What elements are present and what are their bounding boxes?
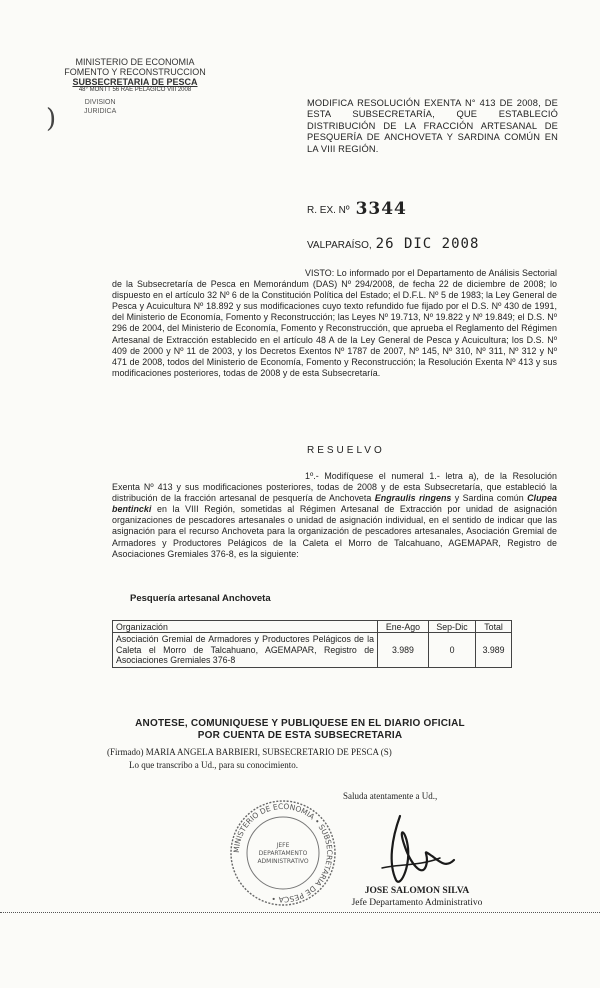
ministry-name: MINISTERIO DE ECONOMIA — [75, 57, 195, 67]
letterhead — [60, 57, 210, 94]
city: VALPARAÍSO, — [307, 240, 372, 251]
date-stamp: 26 DIC 2008 — [375, 236, 480, 252]
table-header-row — [113, 621, 512, 633]
header-ene-ago: Ene-Ago — [378, 621, 429, 633]
closing-formula: ANOTESE, COMUNIQUESE Y PUBLIQUESE EN EL DIARIO OFICIAL POR CUENTA DE ESTA SUBSECRETARIA — [135, 718, 465, 741]
place-date-line — [307, 236, 479, 252]
rex-label: R. EX. Nº — [307, 205, 350, 216]
signer-name: JOSE SALOMON SILVA — [364, 886, 470, 896]
subsecretaria-name: SUBSECRETARIA DE PESCA — [72, 77, 198, 87]
species-anchoveta: Engraulis ringens — [374, 493, 452, 504]
svg-text:ADMINISTRATIVO: ADMINISTRATIVO — [257, 858, 309, 865]
cell-total: 3.989 — [476, 633, 512, 668]
cell-ene-ago: 3.989 — [378, 633, 429, 668]
header-total: Total — [476, 621, 512, 633]
division-stamp: DIVISION JURIDICA — [84, 99, 117, 115]
cell-sep-dic: 0 — [428, 633, 475, 668]
cell-organizacion: Asociación Gremial de Armadores y Productores Pelágicos de la Caleta el Morro de Talcahuano, AGEMAPAR, Registro de Asociaciones Gremiales 376-8 — [113, 633, 378, 668]
rex-number: 3344 — [355, 199, 407, 219]
quota-table — [112, 620, 512, 668]
svg-text:MINISTERIO DE ECONOMIA • SUBSE: MINISTERIO DE ECONOMIA • SUBSECRETARIA DE PESCA • — [231, 801, 335, 905]
resuelvo-heading: RESUELVO — [307, 445, 385, 456]
official-seal-stamp — [227, 797, 339, 909]
resolution-subject: MODIFICA RESOLUCIÓN EXENTA N° 413 DE 2008, DE ESTA SUBSECRETARÍA, QUE ESTABLECIÓ DISTRIBUCIÓN DE LA FRACCIÓN ARTESANAL DE PESQUERÍA DE ANCHOVETA Y SARDINA COMÚN EN LA VIII REGIÓN. — [307, 98, 558, 154]
resolution-paragraph: 1º.- Modifíquese el numeral 1.- letra a), de la Resolución Exenta Nº 413 y sus modificaciones posteriores, todas de 2008 y de esta Subsecretaría, que estableció la distribución de la fracción artesanal de pesquería de Anchoveta Engraulis ringens y Sardina común Clupea bentincki en la VIII Región, sometidas al Régimen Artesanal de Extracción por unidad de asignación organizaciones de pescadores artesanales o unidad de asignación individual, en el sentido de indicar que las asignación para el recurso Anchoveta para la organización de pescadores artesanales, Asociación Gremial de Armadores y Productores Pelágicos de la Caleta el Morro de Talcahuano, AGEMAPAR, Registro de Asociaciones Gremiales 376-8, es la siguiente: — [112, 471, 557, 559]
visto-paragraph: VISTO: Lo informado por el Departamento de Análisis Sectorial de la Subsecretaría de Pesca en Memorándum (DAS) Nº 294/2008, de fecha 22 de diciembre de 2008; lo dispuesto en el artículo 32 Nº 6 de la Constitución Política del Estado; el D.F.L. Nº 5 de 1983; la Ley General de Pesca y Acuicultura Nº 18.892 y sus modificaciones cuyo texto refundido fue fijado por el D.S. Nº 430 de 1991, del Ministerio de Economía, Fomento y Reconstrucción; las Leyes Nº 19.713, Nº 19.822 y Nº 19.849; el D.S. Nº 296 de 2004, del Ministerio de Economía, Fomento y Reconstrucción, que aprueba el Reglamento del Régimen Artesanal de Extracción establecido en el artículo 48 A de la Ley General de Pesca y Acuicultura; los D.S. Nº 409 de 2000 y Nº 11 de 2003, y los Decretos Exentos Nº 1787 de 2007, Nº 145, Nº 310, Nº 311, Nº 312 y Nº 471 de 2008, todos del Ministerio de Economía, Fomento y Reconstrucción; la Resolución Exenta Nº 413 y sus modificaciones posteriores, todas de 2008 y de esta Subsecretaría. — [112, 268, 557, 378]
species-sardina: Clupea bentincki — [112, 493, 557, 515]
header-sep-dic: Sep-Dic — [428, 621, 475, 633]
header-organizacion: Organización — [113, 621, 378, 633]
signed-by-line: (Firmado) MARIA ANGELA BARBIERI, SUBSECRETARIO DE PESCA (S) — [107, 747, 392, 757]
table-title: Pesquería artesanal Anchoveta — [130, 593, 271, 604]
signer-role: Jefe Departamento Administrativo — [351, 898, 483, 908]
page-separator — [0, 912, 600, 913]
transcription-line: Lo que transcribo a Ud., para su conocimiento. — [129, 760, 298, 770]
handwritten-signature — [370, 808, 460, 888]
ministry-subname: FOMENTO Y RECONSTRUCCION — [64, 67, 206, 77]
reference-code: 48° MONTT 56 RAE PELAGICO VIII 2008 — [78, 87, 192, 93]
table-row — [113, 633, 512, 668]
resolution-number-line — [307, 198, 407, 218]
svg-text:JEFE: JEFE — [276, 842, 290, 849]
greeting-line: Saluda atentamente a Ud., — [343, 791, 438, 801]
handwritten-mark: ) — [46, 104, 57, 134]
svg-text:DEPARTAMENTO: DEPARTAMENTO — [258, 850, 308, 857]
